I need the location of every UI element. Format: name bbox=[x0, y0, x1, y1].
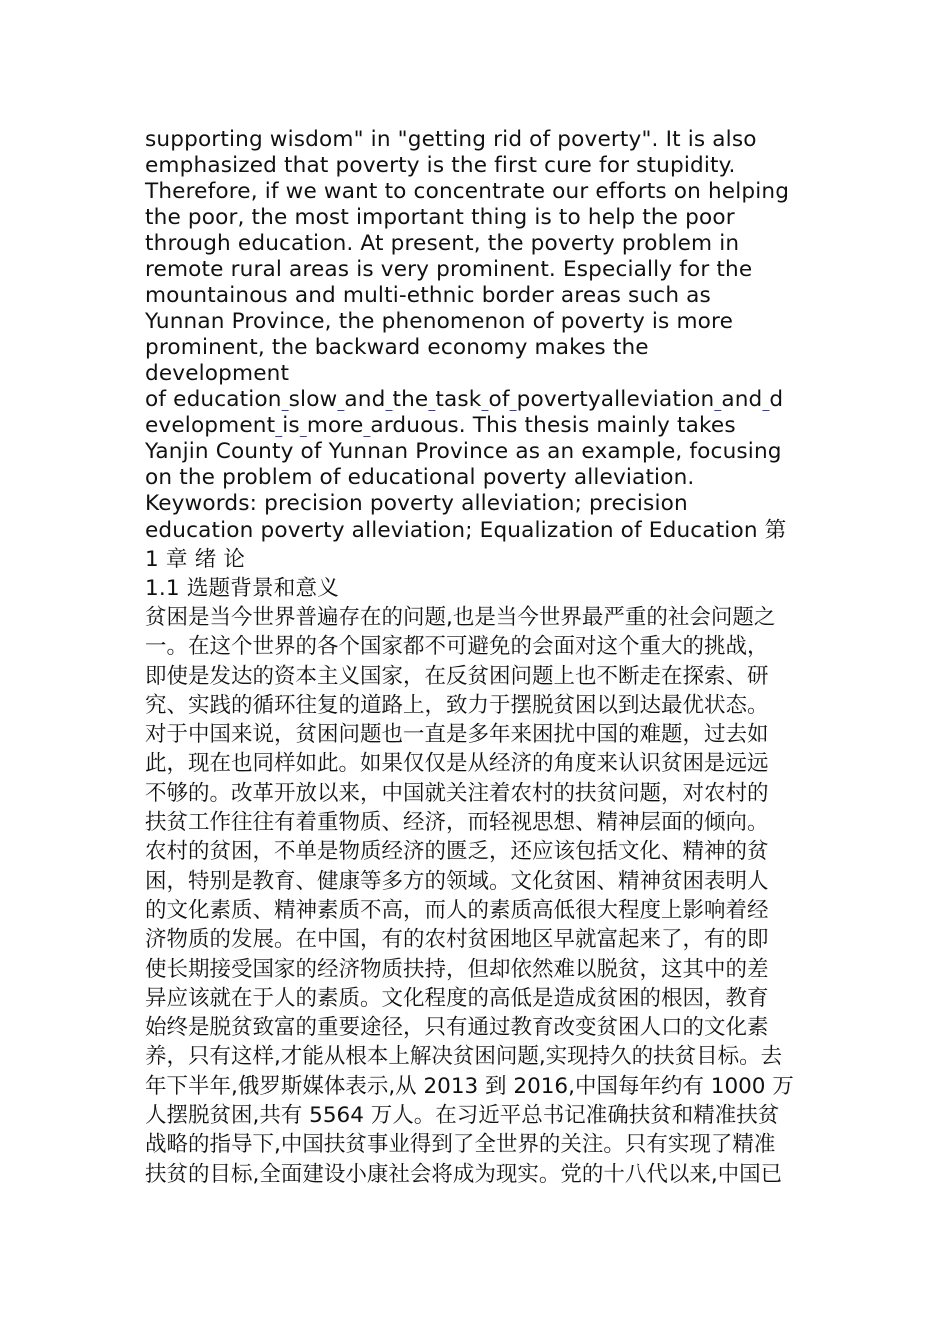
abstract-line: Therefore, if we want to concentrate our efforts on helping bbox=[145, 179, 790, 204]
paragraph-line: 异应该就在于人的素质。文化程度的高低是造成贫困的根因，教育 bbox=[145, 985, 769, 1011]
text-fragment: of education bbox=[145, 387, 282, 412]
keywords-line: Keywords: precision poverty alleviation; precision bbox=[145, 491, 688, 516]
text-fragment: d bbox=[769, 387, 784, 412]
paragraph-line: 使长期接受国家的经济物质扶持，但却依然难以脱贫，这其中的差 bbox=[145, 956, 769, 982]
paragraph-line: 此，现在也同样如此。如果仅仅是从经济的角度来认识贫困是远远 bbox=[145, 751, 769, 777]
text-fragment: arduous bbox=[370, 413, 459, 438]
text-fragment: and bbox=[344, 387, 386, 412]
text-fragment: the bbox=[392, 387, 429, 412]
abstract-line-underlined bbox=[145, 413, 810, 439]
text-fragment: evelopment bbox=[145, 413, 276, 438]
text-fragment: and bbox=[721, 387, 763, 412]
text-fragment: of bbox=[488, 387, 510, 412]
document-body bbox=[145, 127, 810, 1189]
section-heading: 1.1 选题背景和意义 bbox=[145, 576, 340, 601]
underlined-space bbox=[510, 387, 517, 412]
abstract-line: Yunnan Province, the phenomenon of poverty is more bbox=[145, 309, 733, 334]
paragraph-line: 济物质的发展。在中国，有的农村贫困地区早就富起来了，有的即 bbox=[145, 927, 769, 953]
abstract-line: emphasized that poverty is the first cure for stupidity. bbox=[145, 153, 736, 178]
paragraph-line: 对于中国来说，贫困问题也一直是多年来困扰中国的难题，过去如 bbox=[145, 722, 769, 748]
paragraph-line: 困，特别是教育、健康等多方的领域。文化贫困、精神贫困表明人 bbox=[145, 868, 769, 894]
paragraph-line: 养，只有这样,才能从根本上解决贫困问题,实现持久的扶贫目标。去 bbox=[145, 1044, 783, 1070]
paragraph-line: 年下半年,俄罗斯媒体表示,从 2013 到 2016,中国每年约有 1000 万 bbox=[145, 1073, 794, 1099]
text-fragment: is bbox=[282, 413, 300, 438]
abstract-line: remote rural areas is very prominent. Especially for the bbox=[145, 257, 753, 282]
underlined-space bbox=[300, 413, 307, 438]
abstract-line: the poor, the most important thing is to help the poor bbox=[145, 205, 735, 230]
paragraph-line: 扶贫的目标,全面建设小康社会将成为现实。党的十八代以来,中国已 bbox=[145, 1161, 783, 1187]
paragraph-line: 战略的指导下,中国扶贫事业得到了全世界的关注。只有实现了精准 bbox=[145, 1132, 776, 1158]
abstract-line-underlined bbox=[145, 387, 810, 413]
chapter-heading: 1 章 绪 论 bbox=[145, 547, 246, 572]
abstract-line: through education. At present, the poverty problem in bbox=[145, 231, 740, 256]
text-fragment: more bbox=[306, 413, 364, 438]
abstract-line: mountainous and multi-ethnic border areas such as bbox=[145, 283, 711, 308]
body-paragraph bbox=[145, 603, 810, 1189]
abstract-line: on the problem of educational poverty alleviation. bbox=[145, 465, 695, 490]
text-fragment: . This thesis mainly takes bbox=[458, 413, 736, 438]
abstract-line: Yanjin County of Yunnan Province as an example, focusing bbox=[145, 439, 782, 464]
paragraph-line: 的文化素质、精神素质不高，而人的素质高低很大程度上影响着经 bbox=[145, 897, 769, 923]
abstract-line: development bbox=[145, 361, 290, 386]
paragraph-line: 不够的。改革开放以来，中国就关注着农村的扶贫问题，对农村的 bbox=[145, 780, 769, 806]
paragraph-line: 扶贫工作往往有着重物质、经济，而轻视思想、精神层面的倾向。 bbox=[145, 810, 769, 836]
paragraph-line: 贫困是当今世界普遍存在的问题,也是当今世界最严重的社会问题之 bbox=[145, 605, 776, 630]
abstract-line: supporting wisdom" in "getting rid of poverty". It is also bbox=[145, 127, 757, 152]
paragraph-line: 始终是脱贫致富的重要途径，只有通过教育改变贫困人口的文化素 bbox=[145, 1015, 769, 1041]
underlined-space bbox=[282, 387, 289, 412]
abstract-line: prominent, the backward economy makes the bbox=[145, 335, 649, 360]
paragraph-line: 人摆脱贫困,共有 5564 万人。在习近平总书记准确扶贫和精准扶贫 bbox=[145, 1103, 780, 1129]
paragraph-line: 农村的贫困，不单是物质经济的匮乏，还应该包括文化、精神的贫 bbox=[145, 839, 769, 865]
text-fragment: slow bbox=[288, 387, 338, 412]
text-fragment: povertyalleviation bbox=[516, 387, 715, 412]
keywords-line: education poverty alleviation; Equalization of Education 第 bbox=[145, 518, 787, 543]
paragraph-line: 究、实践的循环往复的道路上，致力于摆脱贫困以到达最优状态。 bbox=[145, 692, 769, 718]
paragraph-line: 即使是发达的资本主义国家，在反贫困问题上也不断走在探索、研 bbox=[145, 663, 769, 689]
paragraph-line: 一。在这个世界的各个国家都不可避免的会面对这个重大的挑战， bbox=[145, 634, 769, 660]
text-fragment: task bbox=[435, 387, 482, 412]
